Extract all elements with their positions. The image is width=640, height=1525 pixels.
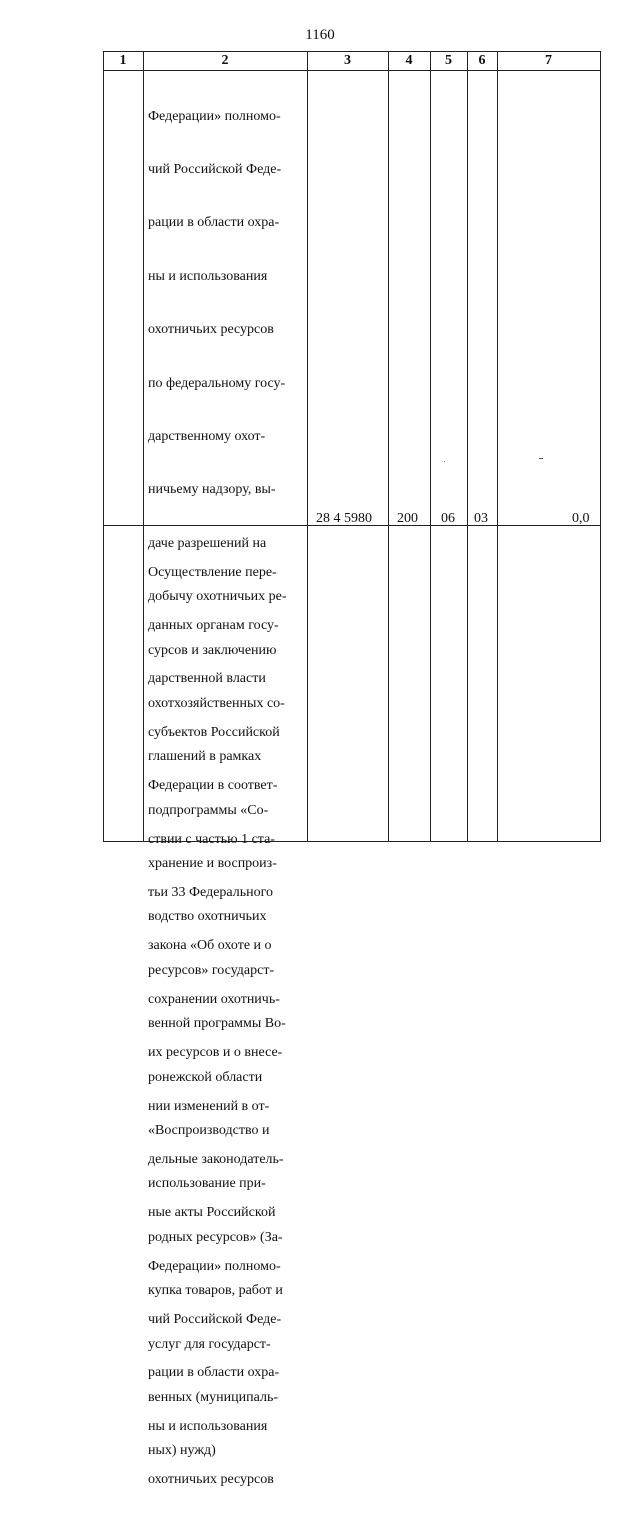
text-line: сурсов и заключению — [148, 642, 277, 658]
text-line: сохранении охотничь- — [148, 991, 280, 1007]
text-line: закона «Об охоте и о — [148, 938, 272, 954]
column-border — [497, 51, 498, 842]
text-line: Федерации» полномо- — [148, 1258, 281, 1274]
row2-description — [148, 528, 308, 1525]
text-line: венных (муниципаль- — [148, 1389, 278, 1405]
row1-code: 28 4 5980 — [316, 511, 372, 526]
row1-subsection: 03 — [474, 511, 488, 526]
text-line: родных ресурсов» (За- — [148, 1229, 283, 1245]
text-line: ных) нужд) — [148, 1443, 216, 1459]
text-line: тьи 33 Федерального — [148, 884, 274, 900]
header-col-5: 5 — [445, 53, 452, 68]
text-line: дельные законодатель- — [148, 1151, 284, 1167]
header-col-6: 6 — [478, 53, 486, 68]
text-line: Федерации в соответ- — [148, 778, 278, 794]
page-number: 1160 — [305, 27, 335, 43]
text-line: купка товаров, работ и — [148, 1283, 283, 1299]
text-line: чий Российской Феде- — [148, 1312, 282, 1328]
text-line: их ресурсов и о внесе- — [148, 1045, 283, 1061]
text-line: ны и использования — [148, 1418, 268, 1434]
column-border — [103, 51, 104, 842]
scan-mark — [444, 461, 445, 462]
text-line: дарственной власти — [148, 671, 266, 687]
header-bottom-border — [103, 70, 601, 71]
text-line: охотхозяйственных со- — [148, 695, 285, 711]
column-border — [430, 51, 431, 842]
text-line: по федеральному госу- — [148, 375, 286, 391]
text-line: даче разрешений на — [148, 535, 267, 551]
text-line: Осуществление пере- — [148, 564, 277, 580]
text-line: добычу охотничьих ре- — [148, 589, 287, 605]
column-border — [467, 51, 468, 842]
header-col-2: 2 — [221, 53, 229, 68]
text-line: ны и использования — [148, 268, 268, 284]
header-col-3: 3 — [344, 53, 351, 68]
text-line: охотничьих ресурсов — [148, 1472, 274, 1488]
text-line: водство охотничьих — [148, 909, 267, 925]
text-line: ронежской области — [148, 1069, 263, 1085]
scan-mark — [539, 458, 543, 459]
text-line: рации в области охра- — [148, 1365, 280, 1381]
text-line: ничьему надзору, вы- — [148, 482, 276, 498]
text-line: услуг для государст- — [148, 1336, 271, 1352]
column-border — [600, 51, 601, 842]
text-line: рации в области охра- — [148, 215, 280, 231]
text-line: хранение и воспроиз- — [148, 856, 277, 872]
row1-section: 06 — [441, 511, 455, 526]
column-border — [388, 51, 389, 842]
header-col-4: 4 — [405, 53, 413, 68]
text-line: нии изменений в от- — [148, 1098, 270, 1114]
text-line: ные акты Российской — [148, 1205, 276, 1221]
text-line: охотничьих ресурсов — [148, 322, 274, 338]
row1-amount: 0,0 — [572, 511, 590, 526]
text-line: субъектов Российской — [148, 724, 280, 740]
text-line: чий Российской Феде- — [148, 161, 282, 177]
row1-expense-type: 200 — [397, 511, 418, 526]
text-line: Федерации» полномо- — [148, 108, 281, 124]
text-line: ресурсов» государст- — [148, 962, 275, 978]
text-line: дарственному охот- — [148, 428, 266, 444]
text-line: «Воспроизводство и — [148, 1123, 270, 1139]
text-line: использование при- — [148, 1176, 266, 1192]
text-line: ствии с частью 1 ста- — [148, 831, 275, 847]
text-line: подпрограммы «Со- — [148, 802, 269, 818]
header-col-7: 7 — [545, 53, 552, 68]
text-line: глашений в рамках — [148, 749, 262, 765]
column-border — [143, 51, 144, 842]
text-line: данных органам госу- — [148, 617, 279, 633]
header-col-1: 1 — [119, 53, 127, 68]
text-line: венной программы Во- — [148, 1016, 286, 1032]
